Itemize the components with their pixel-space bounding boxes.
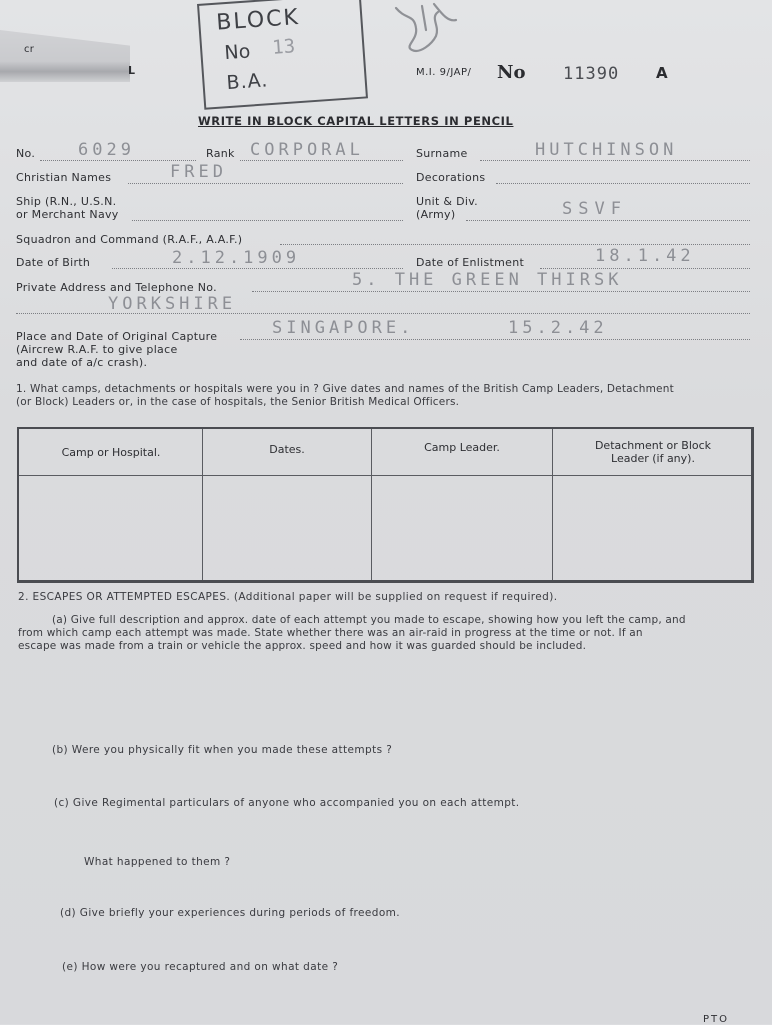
ship-label-2: or Merchant Navy xyxy=(16,208,119,221)
table-cell-detachment[interactable] xyxy=(556,481,748,577)
dob-value[interactable]: 2.12.1909 xyxy=(172,248,301,268)
capture-line xyxy=(240,339,750,340)
christian-names-label: Christian Names xyxy=(16,171,112,184)
table-cell-dates[interactable] xyxy=(206,481,368,577)
table-divider-3 xyxy=(552,429,553,580)
reference-suffix: A xyxy=(656,64,668,82)
block-stamp xyxy=(197,0,368,110)
capture-label-2: (Aircrew R.A.F. to give place xyxy=(16,343,178,356)
torn-paper-strip xyxy=(0,30,130,82)
section2-c-followup: What happened to them ? xyxy=(84,856,231,868)
stamp-line-1: BLOCK xyxy=(215,4,301,36)
enlistment-value[interactable]: 18.1.42 xyxy=(595,246,695,266)
page-turn-note: PTO xyxy=(703,1014,730,1025)
capture-label-1: Place and Date of Original Capture xyxy=(16,330,218,343)
reference-prefix: M.I. 9/JAP/ xyxy=(416,67,472,78)
table-divider-2 xyxy=(371,429,372,580)
section1-question-line-2: (or Block) Leaders or, in the case of hospitals, the Senior British Medical Officers. xyxy=(16,396,460,408)
table-cell-camp-leader[interactable] xyxy=(375,481,549,577)
capture-label-3: and date of a/c crash). xyxy=(16,356,148,369)
capture-place-value[interactable]: SINGAPORE. xyxy=(272,318,415,338)
squadron-label: Squadron and Command (R.A.F., A.A.F.) xyxy=(16,233,243,246)
unit-line xyxy=(466,220,750,221)
ship-label-1: Ship (R.N., U.S.N. xyxy=(16,195,117,208)
no-value[interactable]: 6029 xyxy=(78,140,135,160)
section2-c: (c) Give Regimental particulars of anyone who accompanied you on each attempt. xyxy=(54,797,520,809)
section2-d: (d) Give briefly your experiences during periods of freedom. xyxy=(60,907,401,919)
no-label: No. xyxy=(16,147,36,160)
no-line xyxy=(40,160,196,161)
torn-label: cr xyxy=(24,44,35,55)
capture-date-value[interactable]: 15.2.42 xyxy=(508,318,608,338)
christian-names-value[interactable]: FRED xyxy=(170,162,227,182)
section2-a-line-1: (a) Give full description and approx. date of each attempt you made to escape, showing how you left the camp, and xyxy=(52,614,686,626)
ship-line xyxy=(132,220,403,221)
enlistment-line xyxy=(540,268,750,269)
table-header-detachment-2: Leader (if any). xyxy=(611,452,695,465)
address-label: Private Address and Telephone No. xyxy=(16,281,217,294)
decorations-label: Decorations xyxy=(416,171,486,184)
section2-b: (b) Were you physically fit when you made these attempts ? xyxy=(52,744,393,756)
christian-names-line xyxy=(128,183,403,184)
surname-line xyxy=(480,160,750,161)
stamp-line-2: No xyxy=(223,40,252,65)
address-line-1 xyxy=(252,291,750,292)
camps-table xyxy=(17,427,754,583)
section2-a-line-2: from which camp each attempt was made. State whether there was an air-raid in progress at the time or not. If an xyxy=(18,627,643,639)
table-cell-camp[interactable] xyxy=(23,481,199,577)
dob-label: Date of Birth xyxy=(16,256,91,269)
address-value-1[interactable]: 5. THE GREEN THIRSK xyxy=(352,270,623,290)
table-header-camp: Camp or Hospital. xyxy=(61,446,161,459)
table-divider-1 xyxy=(202,429,203,580)
initials-signature xyxy=(386,0,476,60)
table-header-dates: Dates. xyxy=(269,443,305,456)
unit-label-1: Unit & Div. xyxy=(416,195,478,208)
rank-line xyxy=(240,160,403,161)
surname-value[interactable]: HUTCHINSON xyxy=(535,140,678,160)
unit-value[interactable]: SSVF xyxy=(562,199,627,219)
address-value-2[interactable]: YORKSHIRE xyxy=(108,294,237,314)
form-title: WRITE IN BLOCK CAPITAL LETTERS IN PENCIL xyxy=(198,114,514,128)
rank-value[interactable]: CORPORAL xyxy=(250,140,364,160)
section2-a-line-3: escape was made from a train or vehicle the approx. speed and how it was guarded should be included. xyxy=(18,640,587,652)
squadron-line xyxy=(280,244,750,245)
rank-label: Rank xyxy=(206,147,235,160)
reference-number: 11390 xyxy=(563,64,620,84)
table-header-camp-leader: Camp Leader. xyxy=(424,441,500,454)
dob-line xyxy=(112,268,403,269)
table-header-detachment-1: Detachment or Block xyxy=(594,439,712,452)
reference-no-label: No xyxy=(497,62,526,83)
decorations-line xyxy=(496,183,750,184)
stamp-block-number: 13 xyxy=(271,35,296,59)
section2-e: (e) How were you recaptured and on what date ? xyxy=(62,961,339,973)
section1-question-line-1: 1. What camps, detachments or hospitals were you in ? Give dates and names of the British Camp Leaders, Detachment xyxy=(16,383,674,395)
table-header-divider xyxy=(19,475,751,476)
enlistment-label: Date of Enlistment xyxy=(416,256,525,269)
stamp-line-3: B.A. xyxy=(225,69,270,95)
unit-label-2: (Army) xyxy=(416,208,456,221)
torn-label-2: L xyxy=(128,64,136,77)
surname-label: Surname xyxy=(416,147,468,160)
section2-heading: 2. ESCAPES OR ATTEMPTED ESCAPES. (Additional paper will be supplied on request if required). xyxy=(18,591,558,603)
